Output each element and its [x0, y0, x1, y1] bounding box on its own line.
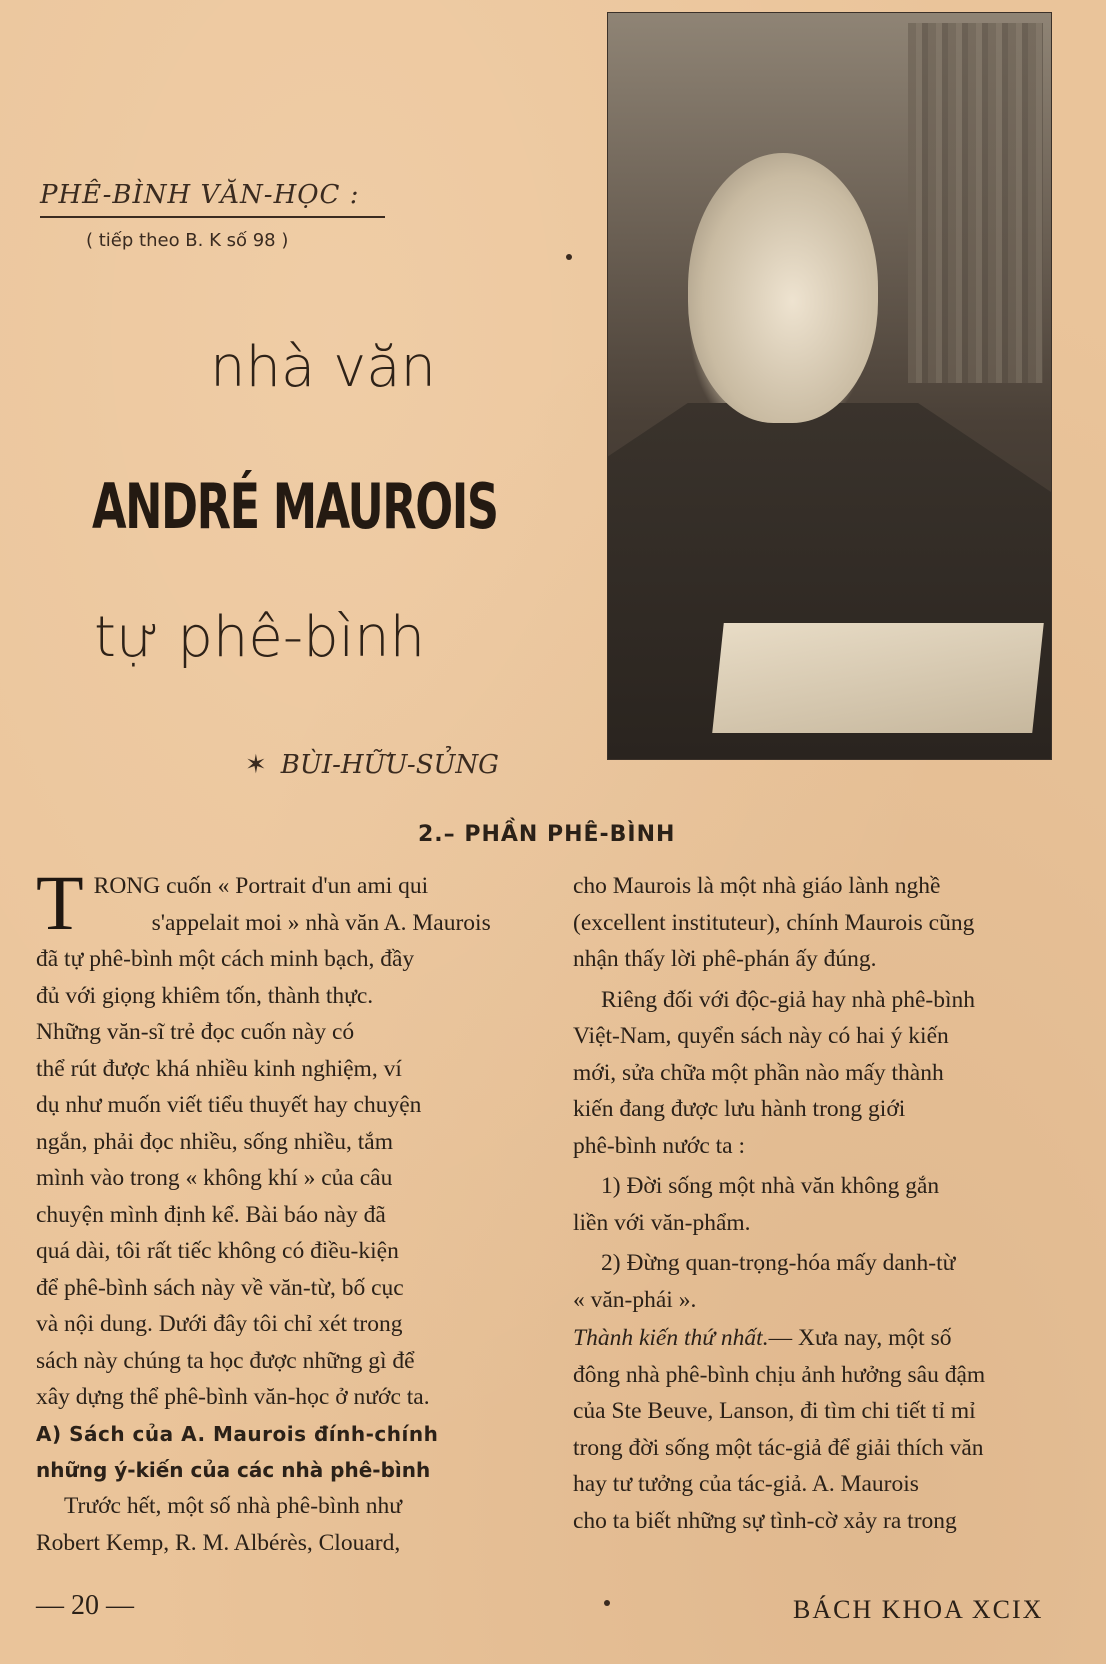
text-line: cho Maurois là một nhà giáo lành nghề	[573, 873, 941, 899]
text-line: kiến đang được lưu hành trong giới	[573, 1096, 906, 1122]
text-line: 2) Đừng quan-trọng-hóa mấy danh-từ	[601, 1250, 956, 1276]
text-line: sách này chúng ta học được những gì để	[36, 1347, 415, 1374]
right-paragraph-4	[573, 1245, 1073, 1318]
text-line: Những văn-sĩ trẻ đọc cuốn này có	[36, 1019, 355, 1045]
text-line: đông nhà phê-bình chịu ảnh hưởng sâu đậm	[573, 1361, 986, 1388]
continued-note: ( tiếp theo B. K số 98 )	[86, 230, 289, 251]
title-line-1: nhà văn	[210, 335, 437, 400]
text-line: mới, sửa chữa một phần nào mấy thành	[573, 1059, 944, 1086]
text-line: và nội dung. Dưới đây tôi chỉ xét trong	[36, 1311, 403, 1337]
text-line: s'appelait moi » nhà văn A. Maurois	[151, 909, 491, 936]
right-paragraph-1	[573, 868, 1073, 978]
text-line: ngắn, phải đọc nhiều, sống nhiều, tắm	[36, 1128, 393, 1155]
title-line-3: tự phê-bình	[94, 605, 426, 670]
subheading-a-line-2: những ý-kiến của các nhà phê-bình	[36, 1458, 431, 1482]
author-byline	[245, 750, 499, 780]
text-line: phê-bình nước ta :	[573, 1132, 745, 1159]
left-column	[36, 859, 536, 1561]
drop-cap: T	[36, 859, 84, 946]
emphasis-text: Thành kiến thứ nhất.	[573, 1325, 769, 1351]
left-column-paragraph-2	[36, 1488, 536, 1561]
right-paragraph-3	[573, 1168, 1073, 1241]
text-line: trong đời sống một tác-giả để giải thích văn	[573, 1434, 984, 1461]
right-column	[573, 868, 1073, 1539]
text-fragment: — Xưa nay, một số	[768, 1325, 952, 1351]
text-line: xây dựng thể phê-bình văn-học ở nước ta.	[36, 1384, 430, 1410]
text-line: cho ta biết những sự tình-cờ xảy ra trong	[573, 1507, 957, 1534]
text-line: 1) Đời sống một nhà văn không gắn	[601, 1173, 940, 1199]
text-line: Riêng đối với độc-giả hay nhà phê-bình	[601, 986, 975, 1013]
star-icon: ✶	[245, 750, 267, 780]
text-line: dụ như muốn viết tiểu thuyết hay chuyện	[36, 1092, 422, 1118]
text-line: của Ste Beuve, Lanson, đi tìm chi tiết tỉ mỉ	[573, 1398, 976, 1424]
text-line: Việt-Nam, quyển sách này có hai ý kiến	[573, 1023, 949, 1049]
print-speck	[566, 254, 572, 260]
title-line-2: ANDRÉ MAUROIS	[92, 470, 498, 543]
text-line: RONG cuốn « Portrait d'un ami qui	[93, 873, 429, 899]
section-heading: 2.– PHẦN PHÊ-BÌNH	[418, 822, 676, 847]
text-line: để phê-bình sách này về văn-từ, bố cục	[36, 1274, 404, 1301]
text-line: Robert Kemp, R. M. Albérès, Clouard,	[36, 1529, 401, 1556]
text-line: « văn-phái ».	[573, 1286, 697, 1313]
text-line: quá dài, tôi rất tiếc không có điều-kiện	[36, 1238, 399, 1264]
text-line: đủ với giọng khiêm tốn, thành thực.	[36, 982, 374, 1009]
text-line: đã tự phê-bình một cách minh bạch, đầy	[36, 946, 415, 972]
author-portrait-photo	[607, 12, 1052, 760]
right-paragraph-2	[573, 982, 1073, 1165]
text-line: (excellent instituteur), chính Maurois cũng	[573, 909, 975, 936]
subheading-a-line-1: A) Sách của A. Maurois đính-chính	[36, 1421, 439, 1446]
text-line: mình vào trong « không khí » của câu	[36, 1165, 393, 1191]
portrait-book	[712, 623, 1044, 733]
text-line: Trước hết, một số nhà phê-bình như	[64, 1493, 402, 1519]
text-line: liền với văn-phẩm.	[573, 1209, 751, 1236]
print-speck	[604, 1600, 610, 1606]
magazine-name: BÁCH KHOA XCIX	[793, 1595, 1044, 1624]
page-number: — 20 —	[36, 1590, 134, 1621]
text-line: chuyện mình định kể. Bài báo này đã	[36, 1201, 386, 1228]
bookshelf-background	[908, 23, 1043, 383]
section-label: PHÊ-BÌNH VĂN-HỌC :	[40, 180, 385, 218]
portrait-head	[688, 153, 878, 423]
text-line	[573, 1320, 1073, 1357]
right-paragraph-5	[573, 1320, 1073, 1539]
text-line: hay tư tưởng của tác-giả. A. Maurois	[573, 1471, 919, 1497]
author-name: BÙI-HỮU-SỦNG	[280, 750, 499, 780]
left-column-paragraph	[36, 859, 536, 1416]
text-line: thể rút được khá nhiều kinh nghiệm, ví	[36, 1055, 402, 1082]
text-line: nhận thấy lời phê-phán ấy đúng.	[573, 946, 877, 972]
